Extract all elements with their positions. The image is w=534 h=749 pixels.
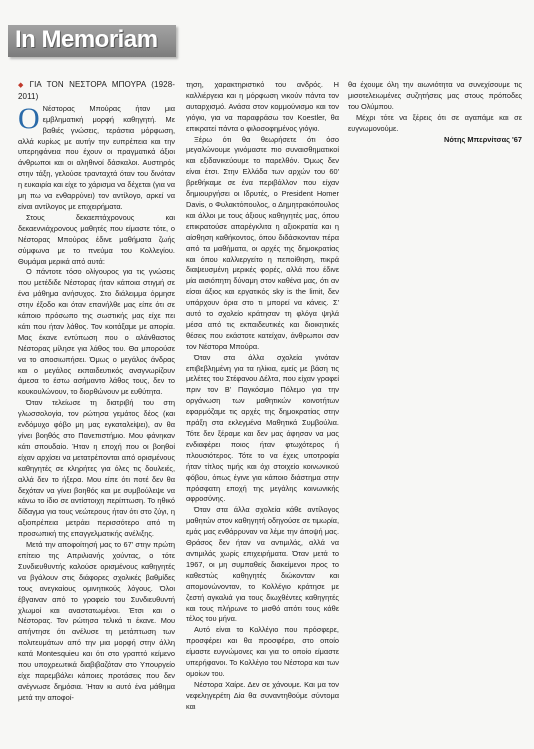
- paragraph: Όταν στα άλλα σχολεία κάθε αντίλογος μαθητών στον καθηγητή οδηγούσε σε τιμωρία, εμάς μας ενθάρρυναν να λέμε την άποψή μας. Θράσος δεν ήταν να αντιμιλάς, αλλά να αντιμιλάς χωρίς επιχειρήματα. Όταν μετά το 1967, οι μη συμπαθείς διακείμενοι προς το καθεστώς καθηγητές διώκονταν και απομονώνονταν, το Κολλέγιο κράτησε με ζεστή αγκαλιά για τους διωχθέντες καθηγητές και τους πλήρωνε το μισθό απότι τους κάθε τέλος του μήνα.: [186, 505, 339, 624]
- section-banner: [8, 25, 176, 57]
- diamond-icon: ◆: [18, 82, 27, 89]
- paragraph: Μετά την αποφοίτησή μας το 67' στην πρώτη επίτειο της Απριλιανής χούντας, ο τότε Συνδιευθυντής καλούσε ορισμένους καθηγητές να βγάλουν στις διάφορες σχολικές βαθμίδες τους ανεγκαίους ομινητικούς λόγους. Όλοι έβγαιναν από το γραφείο του Συνδιευθυντή χλωμοί και αναστατωμένοι. Έτσι και ο Νέστορας. Τον ρώτησα τελικά τι έκανε. Μου απήντησε ότι ανέλυσε τη μετάπτωση των πολιτευμάτων από την μια μορφή στην άλλη κατά Montesquieu και ότι στο γραπτό κείμενο που υποχρεωτικά διαβιβαζόταν στο Υπουργείο είχε παρεμβάλει κάποιες προτάσεις που δεν ανέγνωσε δημόσια. Ήταν κι αυτό ένα μάθημα μετά την αποφοί-: [18, 540, 175, 702]
- paragraph: Μέχρι τότε να ξέρεις ότι σε αγαπάμε και σε ευγνωμονούμε.: [348, 112, 522, 133]
- paragraph: θα έχουμε όλη την αιωνιότητα να συνεχίσουμε τις μισοτελειωμένες συζητήσεις μας στους πρόποδες του Ολύμπου.: [348, 80, 522, 111]
- paragraph: τηση, χαρακτηριστικό του ανδρός. Η καλλιέργεια και η μόρφωση νικούν πάντα τον αυταρχισμό. Ανάσα στον κομμούνισμο και τον γιόγκι, για να παραφράσω τον Koestler, θα επικρατεί πάντα ο φιλοσοφημένος γιόγκι.: [186, 80, 339, 133]
- paragraph: Όταν τελείωσε τη διατριβή του στη γλωσσολογία, τον ρώτησα γεμάτος δέος (και ενδόμυχο φόβο μη μας εγκαταλείψει), αν θα γίνει βοηθός στο Πανεπιστήμιο. Μου φάνηκαν κάτι σπουδαίο. Ήταν η εποχή που οι βοηθοί είχαν αρχίσει να μετατρέπονται από ορισμένους καθηγητές σε κληρήτες για όλες τις δουλειές, αλλά δεν το ήξερα. Μου είπε ότι ποτέ δεν θα δεχόταν να γίνει βοηθός και με συμβούλεψε να κάνω το ίδιο σε αντίστοιχη περίπτωση. Το ηθικό δίδαγμα για τους νεώτερους ήταν ότι στο ζύγι, η αξιοπρέπεια μετράει περισσότερο από τη προσωπική της επαγγελματικής ανέλιξης.: [18, 398, 175, 539]
- dropcap: Ο: [18, 101, 40, 135]
- article-column-2: [186, 80, 339, 740]
- paragraph: [18, 101, 175, 213]
- paragraph: Αυτό είναι το Κολλέγιο που πρόσφερε, προσφέρει και θα προσφέρει, στο οποίο είμαστε ευγνώμονες και για το οποίο είμαστε υπερήφανοι. Το Κολλέγιο του Νέστορα και των ομοίων του.: [186, 625, 339, 678]
- paragraph: Στους δεκαεπτάχρονους και δεκαεννιάχρονους μαθητές που είμαστε τότε, ο Νέστορας Μπούρας έδινε μαθήματα ζωής σύμφωνα με το πνεύμα του Κολλεγίου. Θυμάμαι μερικά από αυτά:: [18, 212, 175, 266]
- paragraph: Όταν στα άλλα σχολεία γινόταν επιβεβλημένη για τα ηλίκια, εμείς με βάση τις μελέτες του Στέφανου Δέλτα, που είχαν γραφεί πριν τον Β' Παγκόσμιο Πόλεμο για την οργάνωση των μαθητικών κοινοτήτων εφαρμόζαμε τις αρχές της δημοκρατίας στην πράξη στα εκλεγμένα Μαθητικά Συμβούλια. Τότε δεν ξέραμε και δεν μας άφησαν να μας ενδιαφέρει ποιος ήταν φτωχότερος ή πλουσιότερος. Τότε το να έχεις υποτροφία ήταν τίτλος τιμής και όχι στοιχείο κοινωνικού φόβου, όπως έγινε για κάποιο διάστημα στην πρόσφατη εποχή της μεγάλης κοινωνικής αφροσύνης.: [186, 352, 339, 504]
- paragraph-text: Νέστορας Μπούρας ήταν μια εμβληματική μορφή καθηγητή. Με βαθιές γνώσεις, τεράστια μόρφωση, αλλά κυρίως με αυτήν την ευπρέπεια και την υπερηφάνεια που έχουν οι πραγματικά άξιοι άνθρωποι και οι αληθινοί δάσκαλοι. Αυστηρός στην τάξη, γελούσε τρανταχτά όταν του δινόταν η ευκαιρία και είχε το χάρισμα να δέχεται (για να μη πω να ενθαρρύνει) τον αντίλογο, αρκεί να είναι αντίλογος με επιχειρήματα.: [18, 103, 175, 211]
- article-heading: [18, 80, 175, 103]
- article-heading-text: ΓΙΑ ΤΟΝ ΝΕΣΤΟΡΑ ΜΠΟΥΡΑ (1928-2011): [18, 80, 175, 101]
- article-column-3: [348, 80, 522, 170]
- paragraph: Νέστορα Χαίρε. Δεν σε χάνουμε. Και μα τον νεφεληγερέτη Δία θα συναντηθούμε σύντομα και: [186, 679, 339, 711]
- paragraph: Ο πάντοτε τόσο ολίγουρος για τις γνώσεις που μετέδιδε Νέστορας ήταν κάποια στιγμή σε ένα μάθημα ανήσυχος. Στο διάλειμμα όρμησε στην έξοδο και όταν επανήλθε μας είπε ότι σε κάποιο πρόσωπο της σωστικής μας είχε πει κάτι που ήταν λάθος. Τον κοιτάξαμε με απορία. Μας έκανε εντύπωση που ο αλάνθαστος Νέστορας μίλησε για λάθος του. Θα μπορούσε να το αποσιωπήσει. Όμως ο μεγάλος άνδρας και ο μεγάλος εκπαιδευτικός αναγνωρίζουν άμεσα το έστω ασήμαντο λάθος τους, δεν το κουκουλώνουν, το διορθώνουν με ευθύτητα.: [18, 267, 175, 397]
- paragraph: Ξέρω ότι θα θεωρήσετε ότι όσο μεγαλώνουμε γινόμαστε πιο συναισθηματικοί και εξιδανικεύουμε το παρελθόν. Όμως δεν είναι έτσι. Στην Ελλάδα των αρχών του 60' βρεθήκαμε σε ένα περιβάλλον που είχαν δημιουργήσει οι Ιδρυτές, ο President Homer Davis, ο Φυλακτόπουλος, ο Δημητρακόπουλος και άλλοι με τους άξιους καθηγητές μας, όπου επικρατούσε απαρέγκλιτα η αξιοκρατία και η αίσθηση καθήκοντος, όπου διδάσκονταν πέρα από τα μαθήματα, οι αρχές της δημοκρατίας και όπου καλλιεργείτο η πεποίθηση, πικρά διαψευσμένη μερικές φορές, αλλά που έδινε μία αισιόπητη δύναμη στον καθένα μας, ότι αν είσαι άξιος και εργατικός sky is the limit, δεν υπάρχουν όρια στο τι μπορεί να κάνεις. Σ' αυτό το σχολείο κράτησαν τη φλόγα ψηλά μέσα από τις εκπαιδευτικές και διοικητικές θέσεις που εκάστοτε κατείχαν, άνθρωποι σαν τον Νέστορα Μπούρα.: [186, 134, 339, 351]
- author-signature: Νότης Μπερνίτσας '67: [444, 134, 522, 144]
- section-title: In Memoriam: [15, 26, 158, 53]
- article-column-1: [18, 80, 175, 740]
